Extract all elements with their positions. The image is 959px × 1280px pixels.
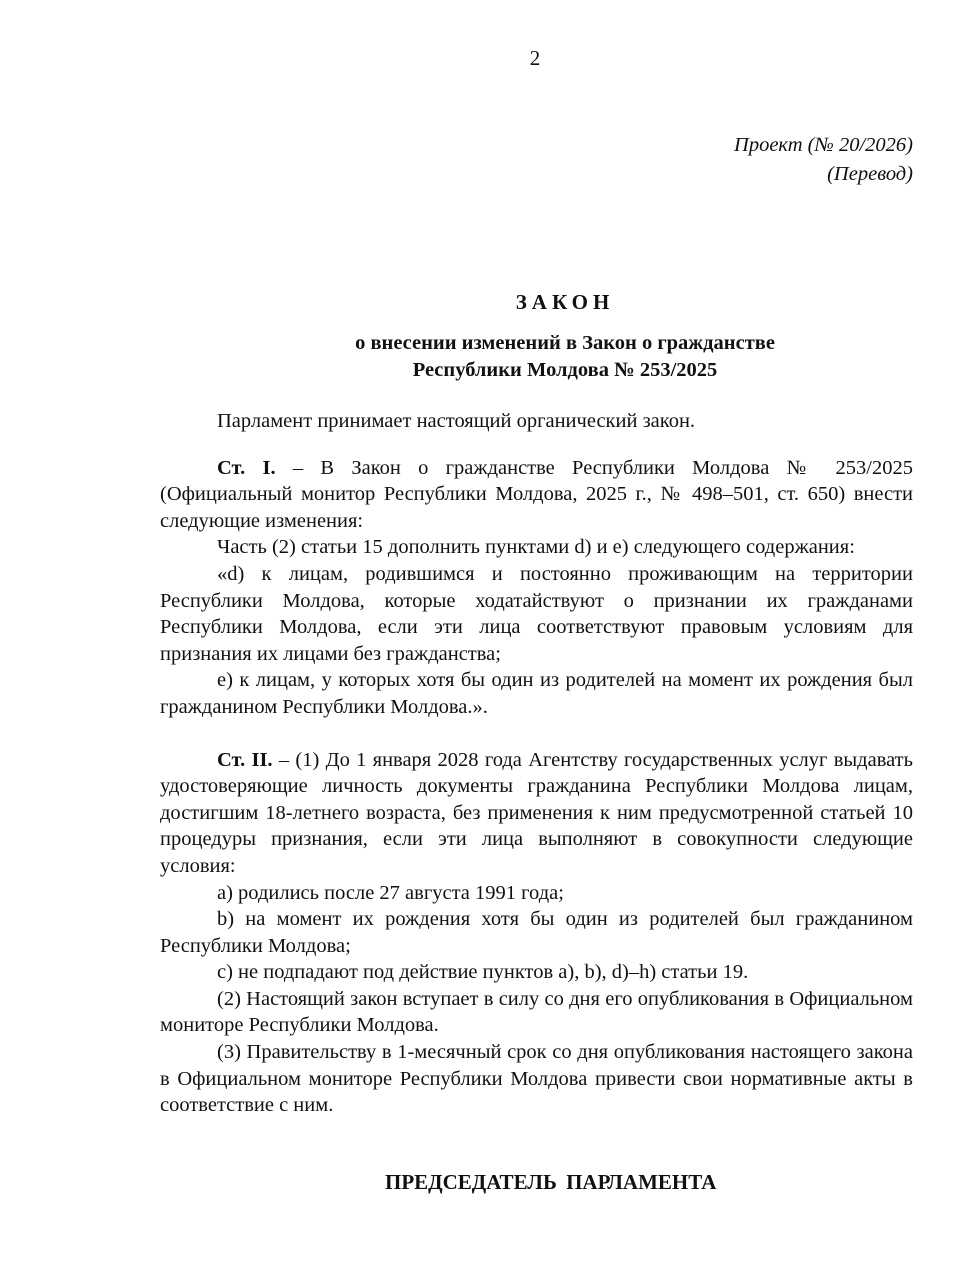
article-2-paragraph-2: (2) Настоящий закон вступает в силу со дня его опубликования в Официальном мониторе Республики Молдова.: [160, 987, 913, 1037]
article-1-lead: [160, 455, 913, 535]
document-title: ЗАКОН: [515, 290, 615, 314]
article-2-lead-text: – (1) До 1 января 2028 года Агентству государственных услуг выдавать удостоверяющие личность документы гражданина Республики Молдова лицам, достигшим 18-летнего возраста, без применения к ним предусмотренной статьей 10 процедуры признания, если эти лица выполняют в совокупности следующие условия:: [160, 748, 913, 877]
article-1-paragraph-1: Часть (2) статьи 15 дополнить пунктами d) и e) следующего содержания:: [217, 536, 855, 559]
article-1-paragraph-3: е) к лицам, у которых хотя бы один из родителей на момент их рождения был гражданином Республики Молдова.».: [160, 669, 913, 718]
translation-note: (Перевод): [827, 163, 913, 185]
intro-paragraph: Парламент принимает настоящий органический закон.: [217, 410, 696, 432]
header-note: [734, 131, 913, 189]
article-1-label: Ст. I.: [217, 456, 276, 479]
page-number: 2: [529, 46, 541, 70]
subtitle-line-1: о внесении изменений в Закон о гражданстве: [355, 332, 775, 354]
signature-title: ПРЕДСЕДАТЕЛЬ ПАРЛАМЕНТА: [385, 1170, 717, 1194]
article-1-paragraph-2: «d) к лицам, родившимся и постоянно проживающим на территории Республики Молдова, которые ходатайствуют о признании их гражданами Республики Молдова, если эти лица соответствуют правовым условиям для признания их лицами без гражданства;: [160, 562, 913, 665]
document-subtitle: [0, 330, 959, 384]
article-2-paragraph-3: (3) Правительству в 1-месячный срок со дня опубликования настоящего закона в Официальном мониторе Республики Молдова привести свои нормативные акты в соответствие с ним.: [160, 1041, 913, 1117]
project-number: Проект (№ 20/2026): [734, 134, 913, 156]
article-2-label: Ст. II.: [217, 748, 273, 771]
article-2-item-a: a) родились после 27 августа 1991 года;: [217, 881, 564, 904]
document-body: [160, 408, 913, 1119]
article-2-lead: [160, 747, 913, 880]
subtitle-line-2: Республики Молдова № 253/2025: [412, 359, 718, 381]
article-1-lead-text: – В Закон о гражданстве Республики Молдова № 253/2025 (Официальный монитор Республики Молдова, 2025 г., № 498–501, ст. 650) внести следующие изменения:: [160, 456, 914, 532]
article-2-item-c: c) не подпадают под действие пунктов a), b), d)–h) статьи 19.: [217, 961, 749, 984]
article-2-item-b: b) на момент их рождения хотя бы один из родителей был гражданином Республики Молдова;: [160, 908, 913, 957]
